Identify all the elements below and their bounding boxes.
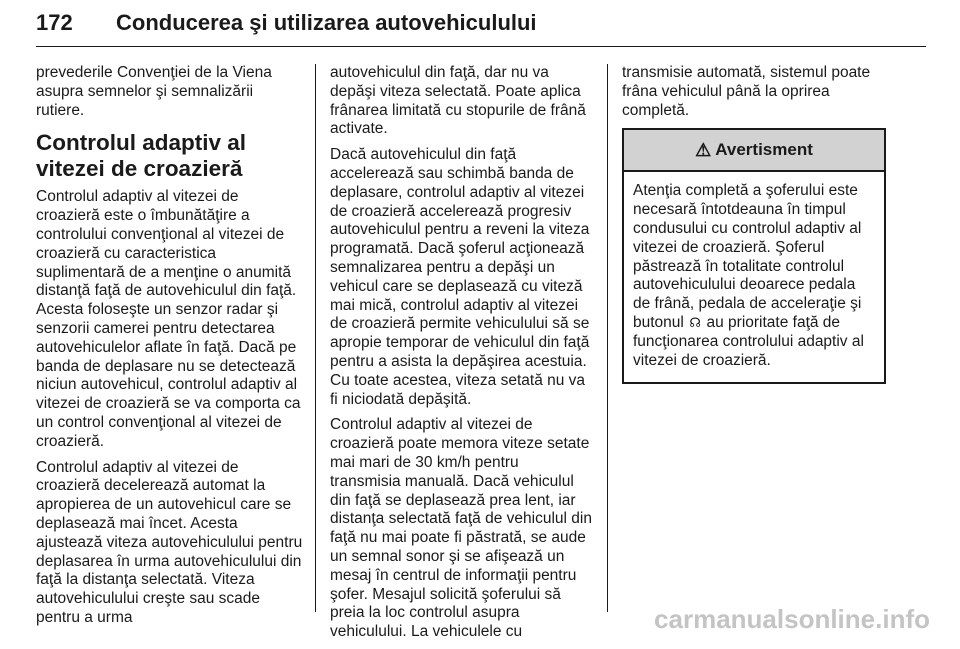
column-divider [607, 64, 608, 612]
warning-text: Atenţia completă a şoferului este necesară întotdeauna în timpul condusului cu controlul adaptiv al vitezei de croazieră. Şoferul păstrează în totalitate controlul autovehiculului deoarece pedala de frână, pedala de acceleraţie şi butonul ☊ au prioritate faţă de funcţionarea controlului adaptiv al vitezei de croazieră. [633, 182, 864, 369]
section-heading: Controlul adaptiv al vitezei de croazieră [36, 130, 247, 182]
warning-triangle-icon: ⚠ [695, 139, 712, 160]
warning-title: Avertisment [715, 139, 813, 159]
page-title: Conducerea şi utilizarea autovehiculului [116, 10, 537, 35]
column-1 [36, 64, 304, 635]
paragraph: Controlul adaptiv al vitezei de croazieră este o îmbunătăţire a controlului convenţional al vitezei de croazieră cu caracteristica suplimentară de a menţine o anumită distanţă faţă de autovehiculul din faţă. Acesta foloseşte un senzor radar şi senzorii camerei pentru detectarea autovehiculelor aflate în faţă. Dacă pe banda de deplasare nu se detectează niciun autovehicul, controlul adaptiv al vitezei de croazieră se va comporta ca un control convenţional al vitezei de croazieră. [36, 188, 301, 450]
column-divider [315, 64, 316, 612]
warning-header [624, 130, 884, 172]
steering-wheel-icon: ☊ [689, 314, 701, 330]
warning-box [622, 128, 886, 384]
paragraph: Controlul adaptiv al vitezei de croazieră poate memora viteze setate mai mari de 30 km/h pentru transmisia manuală. Dacă vehiculul din faţă se deplasează prea lent, iar distanţa selectată faţă de vehiculul din faţă nu mai poate fi păstrată, se aude un semnal sonor şi se afişează un mesaj în centrul de informaţii pentru şofer. Mesajul solicită şoferului să preia la loc controlul asupra vehiculului. La vehiculele cu [330, 416, 592, 641]
page-number: 172 [36, 10, 73, 35]
header-divider [36, 46, 926, 47]
paragraph: Controlul adaptiv al vitezei de croazieră decelerează automat la apropierea de un autovehicul care se deplasează mai încet. Acesta ajustează viteza autovehiculului pentru deplasarea în urma autovehiculului din faţă la distanţa selectată. Viteza autovehiculului creşte sau scade pentru a urma [36, 458, 303, 626]
paragraph: autovehiculul din faţă, dar nu va depăşi viteza selectată. Poate aplica frânarea limitată cu stopurile de frână activate. [330, 64, 586, 138]
page-header [36, 4, 926, 48]
column-3 [622, 64, 886, 384]
paragraph: Dacă autovehiculul din faţă accelerează sau schimbă banda de deplasare, controlul adaptiv al vitezei de croazieră accelerează progresiv autovehiculul pentru a reveni la viteza programată. Dacă şoferul acţionează semnalizarea pentru a depăşi un vehicul care se deplasează cu viteză mai mică, controlul adaptiv al vitezei de croazieră permite vehiculului să se apropie temporar de vehiculul din faţă pentru a asista la depăşirea acestuia. Cu toate acestea, viteza setată nu va fi niciodată depăşită. [330, 146, 590, 408]
paragraph: prevederile Convenţiei de la Viena asupra semnelor şi semnalizării rutiere. [36, 64, 272, 119]
paragraph: transmisie automată, sistemul poate frâna vehiculul până la oprirea completă. [622, 64, 871, 119]
watermark: carmanualsonline.info [654, 604, 930, 634]
column-2 [330, 64, 592, 649]
